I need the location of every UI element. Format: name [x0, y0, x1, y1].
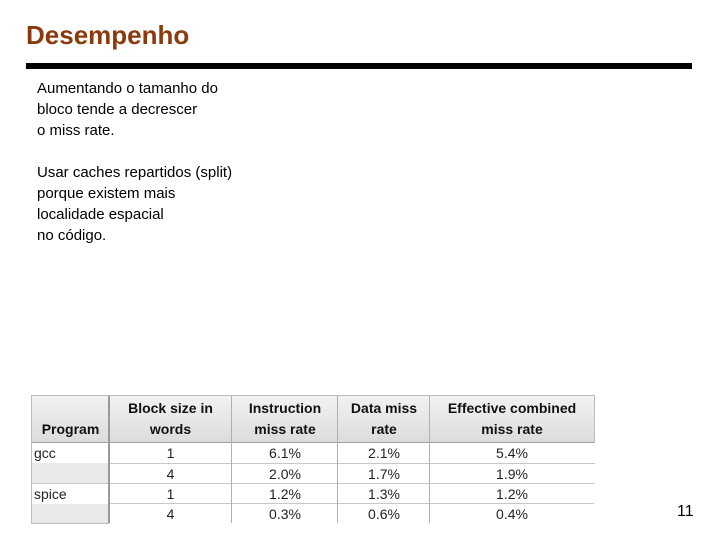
- program-cell: spice: [34, 486, 67, 502]
- table-cell: 1: [166, 445, 175, 461]
- table-cell: 1.9%: [496, 466, 528, 482]
- table-cell: 4: [166, 466, 175, 482]
- table-cell: 0.6%: [368, 506, 400, 522]
- table-cell: 1.3%: [368, 486, 400, 502]
- text-line: Usar caches repartidos (split): [37, 164, 233, 181]
- header-instruction-miss-rate: Instruction miss rate: [248, 400, 322, 437]
- header-data-miss-rate: Data miss rate: [350, 400, 418, 437]
- table-cell: 4: [166, 506, 175, 522]
- text-line: localidade espacial: [37, 206, 164, 223]
- header-block-size: Block size in words: [128, 400, 213, 437]
- paragraph-block-size: [37, 78, 218, 141]
- table-cell: 0.4%: [496, 506, 528, 522]
- table-cell: 0.3%: [269, 506, 301, 522]
- text-line: porque existem mais: [37, 185, 176, 202]
- table-cell: 1: [166, 486, 175, 502]
- page-number: 11: [677, 503, 694, 520]
- text-line: no código.: [37, 227, 107, 244]
- table-cell: 1.2%: [496, 486, 528, 502]
- header-program: Program: [41, 421, 100, 437]
- title-divider: [26, 63, 692, 69]
- text-line: bloco tende a decrescer: [37, 101, 198, 118]
- program-cell: gcc: [34, 445, 56, 461]
- slide-title: Desempenho: [26, 20, 190, 50]
- table-cell: 5.4%: [496, 445, 528, 461]
- header-combined-miss-rate: Effective combined miss rate: [447, 400, 577, 437]
- text-line: Aumentando o tamanho do: [37, 80, 218, 97]
- table-cell: 1.7%: [368, 466, 400, 482]
- paragraph-split-caches: [37, 162, 232, 246]
- table-cell: 6.1%: [269, 445, 301, 461]
- text-line: o miss rate.: [37, 122, 115, 139]
- miss-rate-table: [31, 395, 595, 524]
- table-cell: 2.0%: [269, 466, 301, 482]
- table-cell: 2.1%: [368, 445, 400, 461]
- table-cell: 1.2%: [269, 486, 301, 502]
